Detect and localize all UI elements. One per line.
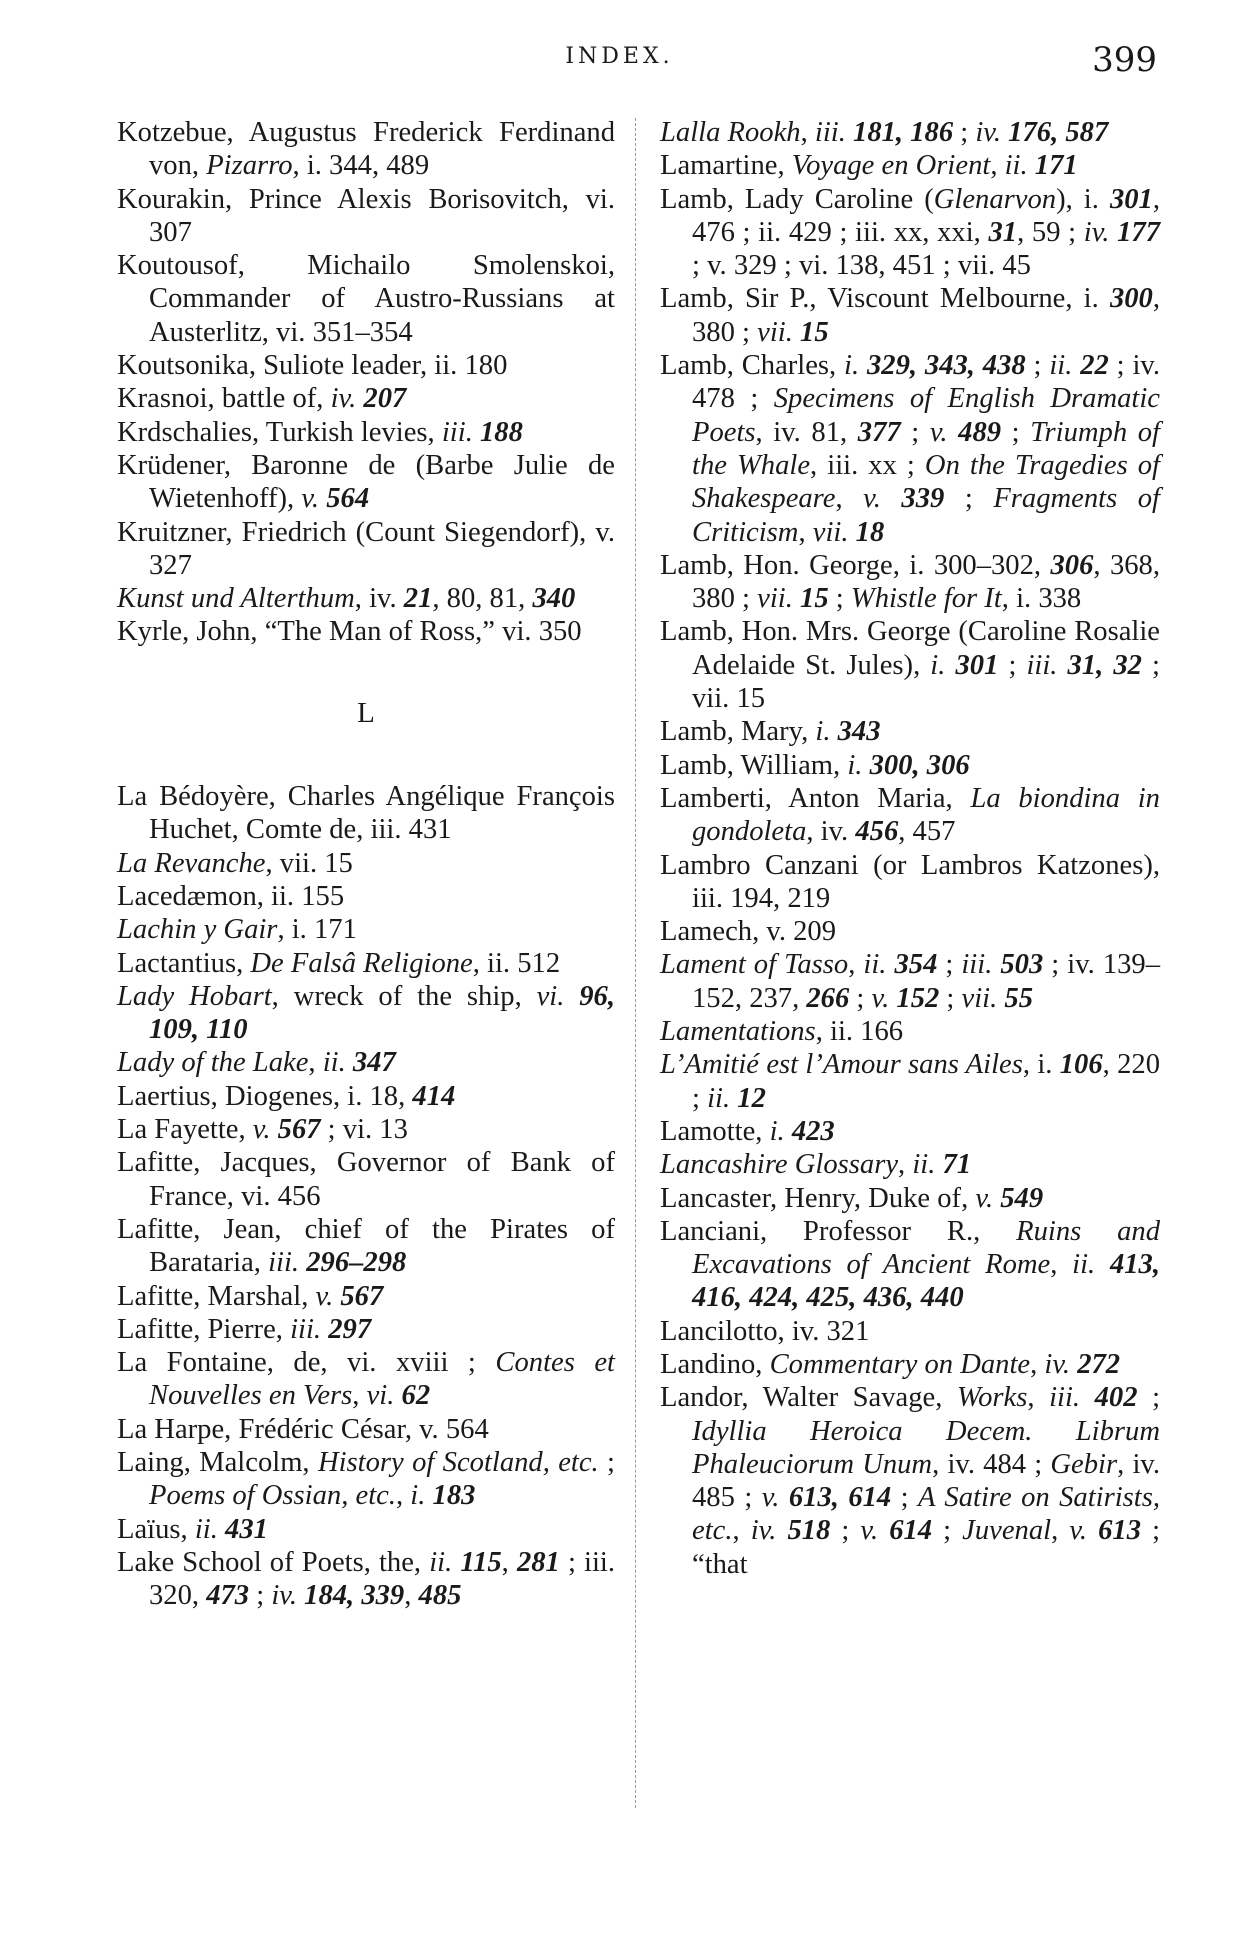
left-column <box>117 116 615 1612</box>
index-entry <box>660 149 1160 182</box>
index-entry <box>117 249 615 349</box>
entry-text: iv. <box>750 1515 788 1547</box>
entry-text: L’Amitié est l’Amour sans Ailes <box>660 1049 1023 1081</box>
entry-text: , <box>1050 1249 1073 1281</box>
entry-text: , vii. 15 <box>265 847 353 879</box>
entry-text: , 220 ; <box>692 1049 1160 1114</box>
entry-text: , 457 <box>898 816 956 848</box>
index-entry <box>117 1080 615 1113</box>
entry-text: 567 <box>277 1114 321 1146</box>
entry-text: ; <box>598 1446 615 1478</box>
entry-text: 564 <box>326 483 370 515</box>
entry-text: 62 <box>401 1380 431 1412</box>
entry-text: Lament of Tasso <box>660 949 849 981</box>
entry-text: ; <box>900 416 930 448</box>
entry-text: , <box>798 516 813 548</box>
index-entry <box>117 1280 615 1313</box>
index-entry <box>660 349 1160 549</box>
entry-text: Lacedæmon, ii. 155 <box>117 880 345 912</box>
entry-text: Specimens of English Dramatic Poets <box>692 383 1160 448</box>
entry-text: , <box>835 483 864 515</box>
index-entry <box>660 849 1160 916</box>
entry-text: Voyage en Orient <box>791 150 991 182</box>
entry-text: On the Tragedies of Shakespeare <box>692 449 1160 515</box>
entry-text: ; v. 329 ; vi. 138, 451 ; vii. 45 <box>692 250 1031 282</box>
entry-text: ii. <box>912 1149 943 1181</box>
entry-text: ii. <box>1004 150 1035 182</box>
entry-text: 339 <box>901 483 945 515</box>
entry-text: i. <box>815 716 838 748</box>
entry-text: , <box>898 1149 913 1181</box>
entry-text: ; <box>939 982 962 1014</box>
index-entry <box>660 1182 1160 1215</box>
entry-text: v. <box>761 1482 789 1514</box>
index-entries-l-continued <box>660 116 1160 1581</box>
entry-text: , <box>990 150 1005 182</box>
index-entry <box>660 1148 1160 1181</box>
entry-text: 300, 306 <box>869 749 970 781</box>
entry-text: ii. <box>1072 1249 1110 1281</box>
index-entry <box>117 1046 615 1079</box>
entry-text: ; <box>249 1580 272 1612</box>
entry-text: 300 <box>1109 283 1153 315</box>
entry-text: 503 <box>1000 949 1044 981</box>
entry-text: ; <box>849 982 872 1014</box>
entry-text: Lachin y Gair <box>117 914 278 946</box>
entry-text: Laertius, Diogenes, i. 18, <box>117 1080 413 1112</box>
entry-text: , ii. 512 <box>472 947 561 979</box>
entry-text: Lamb, Hon. George, i. 300–302, <box>660 549 1051 581</box>
entry-text: 184, 339 <box>304 1580 405 1612</box>
index-entry <box>117 615 615 648</box>
entry-text: Pizarro <box>206 150 293 182</box>
entry-text: 106 <box>1059 1049 1103 1081</box>
index-entry <box>117 880 615 913</box>
entry-text: ; <box>1001 416 1031 448</box>
entry-text: v. <box>975 1182 1001 1214</box>
entry-text: ; iv. 139–152, 237, <box>692 949 1161 1014</box>
entry-text: Lamberti, Anton Maria, <box>660 782 971 814</box>
entry-text: vii. <box>961 982 1005 1014</box>
entry-text: i. <box>930 649 956 681</box>
index-entry <box>660 782 1160 849</box>
entry-text: ; <box>891 1482 919 1514</box>
entry-text: La Harpe, Frédéric César, v. 564 <box>117 1413 489 1445</box>
entry-text: vi. <box>536 980 580 1012</box>
entry-text: , iv. 81, <box>755 416 858 448</box>
entry-text: v. <box>871 982 897 1014</box>
entry-text: 414 <box>412 1080 456 1112</box>
entry-text: v. <box>1069 1515 1099 1547</box>
entry-text: ii. <box>194 1513 226 1545</box>
entry-text: , 368, 380 ; <box>692 549 1160 615</box>
index-entry <box>117 913 615 946</box>
entry-text: 272 <box>1077 1348 1121 1380</box>
column-divider <box>635 118 636 1808</box>
entry-text: 377 <box>857 416 901 448</box>
entry-text: vii. <box>812 516 856 548</box>
entry-text: , iv. <box>806 816 856 848</box>
entry-text: 96, 109, 110 <box>149 980 615 1046</box>
entry-text: ; <box>1025 350 1050 382</box>
index-entry <box>117 382 615 415</box>
entry-text: La Bédoyère, Charles Angélique François Huchet, Comte de, iii. 431 <box>117 781 615 846</box>
index-entry <box>660 1315 1160 1348</box>
entry-text: Kourakin, Prince Alexis Borisovitch, vi. 307 <box>117 183 615 248</box>
entry-text: La Revanche <box>117 847 266 879</box>
entry-text: 549 <box>1000 1182 1044 1214</box>
entry-text: 306 <box>1050 549 1094 581</box>
entry-text: ; <box>1137 1382 1161 1414</box>
entry-text: 181, 186 <box>853 117 954 148</box>
index-entry <box>660 1215 1160 1315</box>
entry-text: i. <box>844 350 867 382</box>
entry-text: vii. <box>757 583 801 615</box>
entry-text: Lady of the Lake <box>117 1047 309 1079</box>
entry-text: , <box>308 1047 323 1079</box>
entry-text: iii. <box>1026 649 1068 681</box>
section-letter-heading: L <box>357 696 375 729</box>
entry-text: v. <box>929 416 959 448</box>
entry-text: ; <box>953 117 976 148</box>
entry-text: Glenarvon <box>933 183 1057 215</box>
entry-text: Kunst und Alterthum <box>117 583 355 615</box>
entry-text: iv. <box>975 117 1009 148</box>
index-entry <box>660 183 1160 283</box>
index-entries-l <box>117 780 615 1612</box>
entry-text: 329, 343, 438 <box>867 350 1026 382</box>
entry-text: 347 <box>352 1047 396 1079</box>
index-entry <box>660 1115 1160 1148</box>
entry-text: i. <box>769 1115 792 1147</box>
entry-text: iv. <box>1083 216 1118 248</box>
index-entry <box>117 116 615 183</box>
entry-text: , iii. xx ; <box>810 449 925 481</box>
index-entry <box>117 980 615 1047</box>
index-entry <box>117 780 615 847</box>
entry-text: 266 <box>806 982 850 1014</box>
entry-text: , 476 ; ii. 429 ; iii. xx, xxi, <box>692 183 1160 248</box>
index-entry <box>117 582 615 615</box>
index-entry <box>660 1015 1160 1048</box>
entry-text: Laïus, <box>117 1513 195 1545</box>
index-entry <box>117 1213 615 1280</box>
entry-text: 15 <box>800 316 829 348</box>
index-entry <box>660 1348 1160 1381</box>
index-entry <box>117 1446 615 1513</box>
entry-text: i. <box>410 1480 433 1512</box>
entry-text: Lamotte, <box>660 1115 770 1147</box>
index-entry <box>660 549 1160 616</box>
entry-text: , <box>848 949 864 981</box>
entry-text: , i. 338 <box>1001 583 1082 615</box>
entry-text: La Fontaine, de, vi. xviii ; <box>117 1347 496 1379</box>
entry-text: Koutousof, Michailo Smolenskoi, Commander of Austro-Russians at Austerlitz, vi. 351–354 <box>117 250 615 348</box>
entry-text: 431 <box>225 1513 268 1545</box>
entry-text: ; <box>932 1515 963 1547</box>
entry-text: 301 <box>955 649 999 681</box>
entry-text: ; iv. 478 ; <box>692 350 1160 415</box>
entry-text: ; iii. 320, <box>149 1546 616 1612</box>
entry-text: Lamech, v. 209 <box>660 916 837 948</box>
entry-text: La biondina in gondoleta <box>692 782 1160 848</box>
entry-text: Lafitte, Jacques, Governor of Bank of France, vi. 456 <box>117 1147 615 1212</box>
entry-text: ; <box>828 583 851 615</box>
entry-text: Contes et Nouvelles en Vers <box>149 1347 615 1412</box>
index-entry <box>660 282 1160 349</box>
entry-text: De Falsâ Religione <box>250 947 473 979</box>
entry-text: 12 <box>737 1082 766 1114</box>
entry-text: iii. <box>814 117 854 148</box>
entry-text: Lamb, Mary, <box>660 716 816 748</box>
entry-text: 281 <box>516 1546 560 1578</box>
index-entries-k <box>117 116 615 649</box>
entry-text: 614 <box>889 1515 933 1547</box>
entry-text: ii. <box>1049 350 1081 382</box>
entry-text: Krasnoi, battle of, <box>117 383 331 415</box>
entry-text: Krüdener, Baronne de (Barbe Julie de Wietenhoff), <box>117 449 615 515</box>
entry-text: 354 <box>894 949 938 981</box>
entry-text: Laing, Malcolm, <box>117 1446 318 1478</box>
entry-text: , i. 171 <box>277 914 357 946</box>
entry-text: Triumph of the Whale <box>692 416 1160 481</box>
entry-text: 183 <box>432 1480 476 1512</box>
entry-text: iv. <box>330 383 364 415</box>
entry-text: Juvenal <box>962 1515 1052 1547</box>
entry-text: 296–298 <box>306 1247 407 1279</box>
entry-text: Koutsonika, Suliote leader, ii. 180 <box>117 350 508 382</box>
entry-text: iii. <box>268 1247 307 1279</box>
entry-text: Lady Hobart <box>117 980 272 1012</box>
entry-text: ii. <box>322 1047 353 1079</box>
entry-text: , 59 ; <box>1017 216 1084 248</box>
index-entry <box>117 947 615 980</box>
entry-text: Lamentations <box>660 1016 816 1048</box>
entry-text: , ii. 166 <box>815 1016 904 1048</box>
entry-text: Lamb, Sir P., Viscount Melbourne, i. <box>660 283 1110 315</box>
entry-text: iv. <box>271 1580 305 1612</box>
entry-text: , <box>501 1546 517 1578</box>
entry-text: 473 <box>206 1580 250 1612</box>
entry-text: Lafitte, Pierre, <box>117 1313 291 1345</box>
right-column <box>660 116 1160 1581</box>
entry-text: Kyrle, John, “The Man of Ross,” vi. 350 <box>117 616 582 648</box>
entry-text: Lancashire Glossary <box>660 1149 899 1181</box>
entry-text: ; “that <box>692 1515 1161 1580</box>
entry-text: ii. <box>863 949 895 981</box>
entry-text: ; <box>998 649 1027 681</box>
entry-text: ii. <box>429 1546 461 1578</box>
entry-text: 485 <box>418 1580 462 1612</box>
entry-text: A Satire on Satirists, etc. <box>692 1482 1161 1547</box>
entry-text: 171 <box>1034 150 1078 182</box>
entry-text: 22 <box>1080 350 1109 382</box>
entry-text: 343 <box>837 716 881 748</box>
entry-text: 21 <box>403 583 433 615</box>
entry-text: 402 <box>1094 1382 1138 1414</box>
index-entry <box>117 1513 615 1546</box>
entry-text: Lancilotto, iv. 321 <box>660 1315 870 1347</box>
entry-text: , <box>1030 1348 1045 1380</box>
entry-text: , i. 344, 489 <box>292 150 430 182</box>
entry-text: 297 <box>328 1313 372 1345</box>
index-entry <box>660 915 1160 948</box>
entry-text: Lambro Canzani (or Lambros Katzones), iii. 194, 219 <box>660 849 1160 914</box>
entry-text: 15 <box>800 583 829 615</box>
entry-text: 423 <box>791 1115 835 1147</box>
index-entry <box>117 1546 615 1613</box>
entry-text: Lafitte, Jean, chief of the Pirates of Barataria, <box>117 1213 615 1279</box>
index-entry <box>660 1048 1160 1115</box>
entry-text: Landino, <box>660 1348 770 1380</box>
entry-text: , wreck of the ship, <box>271 980 537 1012</box>
entry-text: Lamartine, <box>660 150 792 182</box>
entry-text: , <box>1051 1515 1070 1547</box>
entry-text: 567 <box>340 1280 384 1312</box>
index-entry <box>117 183 615 250</box>
entry-text: , 380 ; <box>692 283 1160 348</box>
index-entry <box>660 715 1160 748</box>
entry-text: Kruitzner, Friedrich (Count Siegendorf), v. 327 <box>117 516 615 581</box>
entry-text: Lanciani, Professor R., <box>660 1215 1017 1247</box>
entry-text: Ruins and Excavations of Ancient Rome <box>692 1215 1161 1281</box>
entry-text: , iv. 484 ; <box>932 1448 1051 1480</box>
entry-text: 613, 614 <box>788 1482 892 1514</box>
index-entry <box>660 1381 1160 1581</box>
entry-text: , <box>800 117 815 148</box>
index-entry <box>117 1346 615 1413</box>
entry-text: 413, 416, 424, 425, 436, 440 <box>692 1249 1160 1314</box>
index-entry <box>660 116 1160 149</box>
entry-text: 31, 32 <box>1067 649 1142 681</box>
index-entry <box>117 349 615 382</box>
entry-text: Poems of Ossian, etc. <box>149 1480 396 1512</box>
entry-text: Lamb, Hon. Mrs. George (Caroline Rosalie Adelaide St. Jules), <box>660 616 1160 681</box>
index-entry <box>660 749 1160 782</box>
entry-text: v. <box>863 483 902 515</box>
index-entry <box>117 516 615 583</box>
entry-text: ; <box>944 483 994 515</box>
entry-text: 152 <box>896 982 940 1014</box>
entry-text: 613 <box>1098 1515 1141 1547</box>
entry-text: , <box>352 1380 367 1412</box>
entry-text: , 80, 81, <box>432 583 533 615</box>
entry-text: Lactantius, <box>117 947 251 979</box>
entry-text: iii. <box>961 949 1001 981</box>
entry-text: Lamb, Lady Caroline ( <box>660 183 934 215</box>
entry-text: 115 <box>460 1546 502 1578</box>
entry-text: , <box>404 1580 419 1612</box>
index-entry <box>117 449 615 516</box>
entry-text: Landor, Walter Savage, <box>660 1382 957 1414</box>
entry-text: Works <box>956 1382 1028 1414</box>
entry-text: ; <box>937 949 962 981</box>
index-entry <box>117 416 615 449</box>
index-entry <box>117 847 615 880</box>
entry-text: 301 <box>1109 183 1153 215</box>
entry-text: 18 <box>855 516 885 548</box>
entry-text: iii. <box>441 416 480 448</box>
entry-text: 489 <box>958 416 1002 448</box>
page-header <box>0 40 1239 88</box>
entry-text: Whistle for It <box>850 583 1002 615</box>
entry-text: Lamb, William, <box>660 749 848 781</box>
entry-text: Kotzebue, Augustus Frederick Ferdinand von, <box>117 117 615 182</box>
entry-text: 177 <box>1117 216 1161 248</box>
entry-text: 188 <box>480 416 523 448</box>
entry-text: 207 <box>363 383 407 415</box>
entry-text: Krdschalies, Turkish levies, <box>117 416 442 448</box>
entry-text: , iv. <box>354 583 404 615</box>
entry-text: Commentary on Dante <box>769 1348 1031 1380</box>
entry-text: ; vi. 13 <box>320 1114 408 1146</box>
entry-text: v. <box>252 1114 278 1146</box>
entry-text: iii. <box>290 1313 329 1345</box>
entry-text: v. <box>860 1515 890 1547</box>
index-entry <box>117 1113 615 1146</box>
page-number: 399 <box>1092 40 1157 80</box>
entry-text: 340 <box>532 583 576 615</box>
entry-text: Lafitte, Marshal, <box>117 1280 316 1312</box>
entry-text: i. <box>847 749 870 781</box>
entry-text: 176, 587 <box>1008 117 1109 148</box>
entry-text: , <box>1027 1382 1050 1414</box>
entry-text: Lancaster, Henry, Duke of, <box>660 1182 976 1214</box>
entry-text: 31 <box>988 216 1018 248</box>
entry-text: Lamb, Charles, <box>660 350 845 382</box>
index-entry <box>660 615 1160 715</box>
index-entry <box>117 1313 615 1346</box>
entry-text: La Fayette, <box>117 1114 253 1146</box>
entry-text: ; vii. 15 <box>692 649 1160 715</box>
entry-text: vi. <box>366 1380 402 1412</box>
entry-text: 518 <box>787 1515 831 1547</box>
entry-text: , i. <box>1022 1049 1060 1081</box>
entry-text: ), i. <box>1056 183 1110 215</box>
entry-text: , <box>732 1515 751 1547</box>
entry-text: ; <box>830 1515 861 1547</box>
entry-text: Gebir <box>1050 1448 1118 1480</box>
index-entry <box>117 1413 615 1446</box>
entry-text: 456 <box>855 816 899 848</box>
entry-text: iii. <box>1049 1382 1095 1414</box>
entry-text: Fragments of Criticism <box>692 483 1161 548</box>
entry-text: v. <box>301 483 327 515</box>
entry-text: 55 <box>1004 982 1034 1014</box>
entry-text: ii. <box>707 1082 738 1114</box>
entry-text: , iv. 485 ; <box>692 1448 1160 1514</box>
running-head: INDEX. <box>565 44 674 69</box>
entry-text: History of Scotland, etc. <box>317 1446 599 1478</box>
entry-text: vii. <box>757 316 801 348</box>
entry-text: Lake School of Poets, the, <box>117 1546 430 1578</box>
index-entry <box>660 948 1160 1015</box>
entry-text: Idyllia Heroica Decem. Librum Phaleuciorum Unum <box>692 1415 1160 1480</box>
entry-text: , <box>395 1480 411 1512</box>
entry-text: iv. <box>1044 1348 1078 1380</box>
index-entry <box>117 1146 615 1213</box>
entry-text: 71 <box>942 1149 972 1181</box>
entry-text: Lalla Rookh <box>660 117 801 148</box>
entry-text: v. <box>315 1280 341 1312</box>
